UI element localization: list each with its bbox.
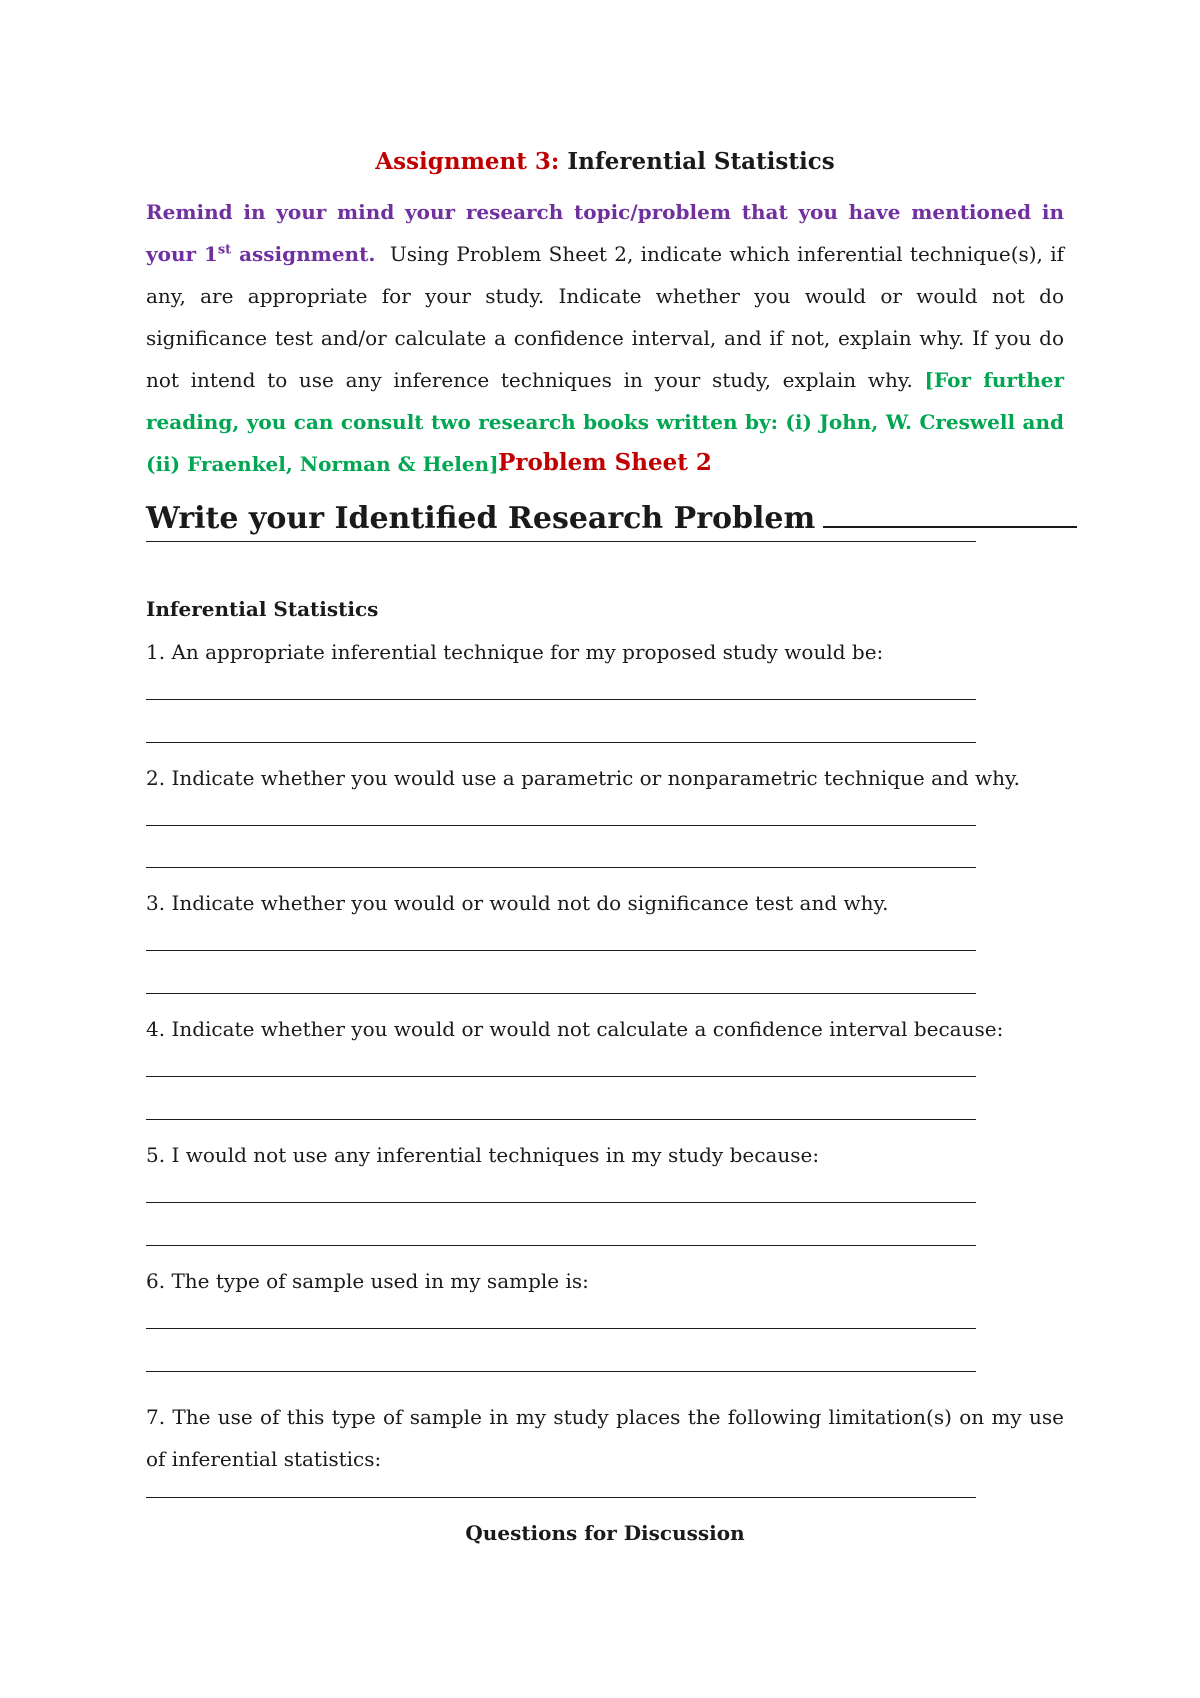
answer-line[interactable] (146, 1245, 976, 1246)
question-5: 5. I would not use any inferential techniques in my study because: (146, 1143, 820, 1167)
problem-sheet-title: Problem Sheet 2 (498, 449, 712, 476)
discussion-heading: Questions for Discussion (465, 1521, 745, 1545)
answer-line[interactable] (146, 1202, 976, 1203)
question-6: 6. The type of sample used in my sample is: (146, 1269, 589, 1293)
answer-line[interactable] (146, 541, 976, 542)
answer-line[interactable] (146, 742, 976, 743)
question-3: 3. Indicate whether you would or would not do significance test and why. (146, 891, 889, 915)
further-reading-note: [For further reading, you can consult two research books written by: (i) John, W. Creswell and (ii) Fraenkel, Norman & Helen]. (146, 368, 1065, 476)
assignment-label: Assignment 3: (375, 148, 560, 175)
answer-line[interactable] (146, 1371, 976, 1372)
answer-line[interactable] (146, 950, 976, 951)
research-problem-blank[interactable] (823, 496, 1077, 528)
answer-line[interactable] (146, 1497, 976, 1498)
assignment-topic: Inferential Statistics (567, 148, 835, 175)
answer-line[interactable] (146, 825, 976, 826)
answer-line[interactable] (146, 1328, 976, 1329)
section-heading: Inferential Statistics (146, 597, 379, 621)
question-4: 4. Indicate whether you would or would not calculate a confidence interval because: (146, 1017, 1004, 1041)
research-problem-prompt (146, 496, 1077, 539)
research-problem-label: Write your Identified Research Problem (146, 501, 816, 536)
instructions-paragraph (146, 191, 1064, 485)
answer-line[interactable] (146, 867, 976, 868)
instructions-body: Using Problem Sheet 2, indicate which inferential technique(s), if any, are appropriate for your study. Indicate whether you would or would not do significance test and/or calculate a confidence interval, and if not, explain why. If you do not intend to use any inference techniques in your study, explain why. (146, 242, 1064, 392)
assignment-title (146, 147, 1064, 177)
answer-line[interactable] (146, 1076, 976, 1077)
answer-line[interactable] (146, 993, 976, 994)
reminder-text: Remind in your mind your research topic/problem that you have mentioned in your 1st assignment. (146, 200, 1064, 266)
answer-line[interactable] (146, 1119, 976, 1120)
question-7: 7. The use of this type of sample in my study places the following limitation(s) on my use of inferential statistics: (146, 1405, 1064, 1471)
answer-line[interactable] (146, 699, 976, 700)
question-2: 2. Indicate whether you would use a parametric or nonparametric technique and why. (146, 766, 1021, 790)
question-1: 1. An appropriate inferential technique for my proposed study would be: (146, 640, 884, 664)
